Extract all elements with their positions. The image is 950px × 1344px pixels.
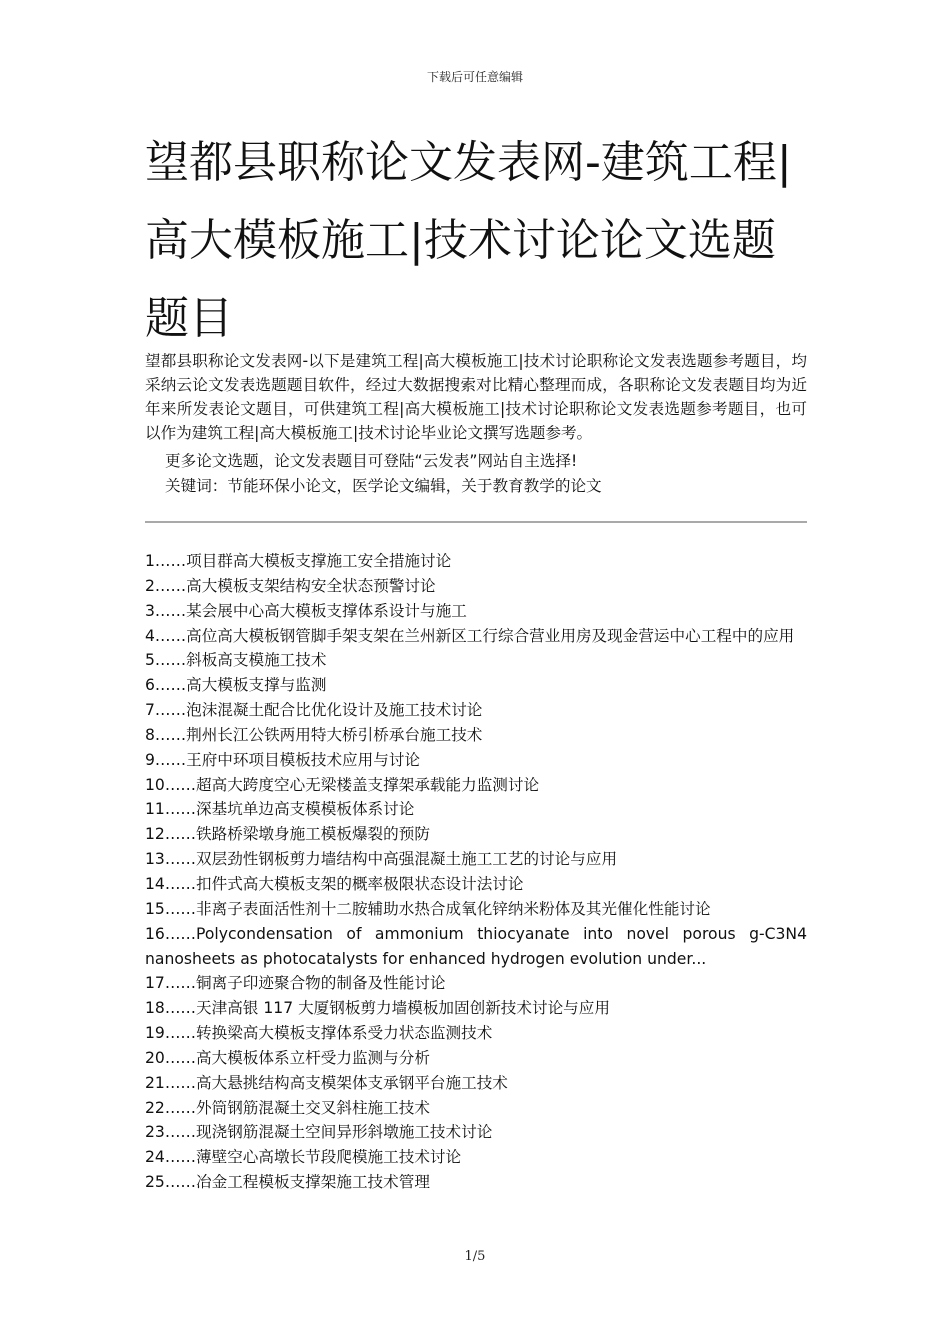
- topic-list: [145, 549, 807, 1195]
- topic-item: 21……高大悬挑结构高支模架体支承钢平台施工技术: [145, 1073, 508, 1092]
- topic-item: 18……天津高银 117 大厦钢板剪力墙模板加固创新技术讨论与应用: [145, 999, 610, 1018]
- topic-item: 22……外筒钢筋混凝土交叉斜柱施工技术: [145, 1098, 430, 1117]
- intro-paragraph: 望都县职称论文发表网-以下是建筑工程|高大模板施工|技术讨论职称论文发表选题参考题目，均采纳云论文发表选题题目软件，经过大数据搜索对比精心整理而成，各职称论文发表题目均为近年来所发表论文题目，可供建筑工程|高大模板施工|技术讨论职称论文发表选题参考题目，也可以作为建筑工程|高大模板施工|技术讨论毕业论文撰写选题参考。: [145, 352, 807, 442]
- topic-item: 19……转换梁高大模板支撑体系受力状态监测技术: [145, 1024, 493, 1043]
- topic-item: 10……超高大跨度空心无梁楼盖支撑架承载能力监测讨论: [145, 775, 540, 794]
- topic-item: 17……铜离子印迹聚合物的制备及性能讨论: [145, 974, 446, 993]
- topic-item: 1……项目群高大模板支撑施工安全措施讨论: [145, 552, 452, 570]
- topic-item: 3……某会展中心高大模板支撑体系设计与施工: [145, 601, 467, 620]
- topic-item: 12……铁路桥梁墩身施工模板爆裂的预防: [145, 825, 430, 844]
- topic-item: 16……Polycondensation of ammonium thiocyanate into novel porous g-C3N4 nanosheets as photocatalysts for enhanced hydrogen evolution under...: [145, 924, 807, 968]
- topic-item: 23……现浇钢筋混凝土空间异形斜墩施工技术讨论: [145, 1123, 493, 1142]
- topic-item: 25……冶金工程模板支撑架施工技术管理: [145, 1173, 430, 1192]
- topic-item: 5……斜板高支模施工技术: [145, 651, 327, 670]
- topic-item: 9……王府中环项目模板技术应用与讨论: [145, 750, 421, 769]
- topic-item: 8……荆州长江公铁两用特大桥引桥承台施工技术: [145, 725, 483, 744]
- topic-item: 24……薄壁空心高墩长节段爬模施工技术讨论: [145, 1148, 462, 1167]
- page-header-note: 下载后可任意编辑: [426, 70, 523, 84]
- topic-item: 4……高位高大模板钢管脚手架支架在兰州新区工行综合营业用房及现金营运中心工程中的应用: [145, 626, 795, 645]
- keywords-line: 关键词：节能环保小论文，医学论文编辑，关于教育教学的论文: [165, 477, 602, 495]
- topic-item: 20……高大模板体系立杆受力监测与分析: [145, 1048, 430, 1067]
- topic-item: 2……高大模板支架结构安全状态预警讨论: [145, 576, 436, 595]
- topic-item: 13……双层劲性钢板剪力墙结构中高强混凝土施工工艺的讨论与应用: [145, 850, 618, 869]
- topic-item: 14……扣件式高大模板支架的概率极限状态设计法讨论: [145, 874, 524, 893]
- topic-item: 6……高大模板支撑与监测: [145, 676, 327, 695]
- section-divider: [145, 521, 807, 523]
- topic-item: 15……非离子表面活性剂十二胺辅助水热合成氧化锌纳米粉体及其光催化性能讨论: [145, 899, 711, 918]
- topic-item: 7……泡沫混凝土配合比优化设计及施工技术讨论: [145, 701, 483, 720]
- page-number: 1/5: [464, 1249, 486, 1264]
- topic-item: 11……深基坑单边高支模模板体系讨论: [145, 800, 415, 819]
- document-title: 望都县职称论文发表网-建筑工程|高大模板施工|技术讨论论文选题题目: [145, 137, 792, 344]
- more-topics-note: 更多论文选题，论文发表题目可登陆“云发表”网站自主选择!: [165, 452, 578, 470]
